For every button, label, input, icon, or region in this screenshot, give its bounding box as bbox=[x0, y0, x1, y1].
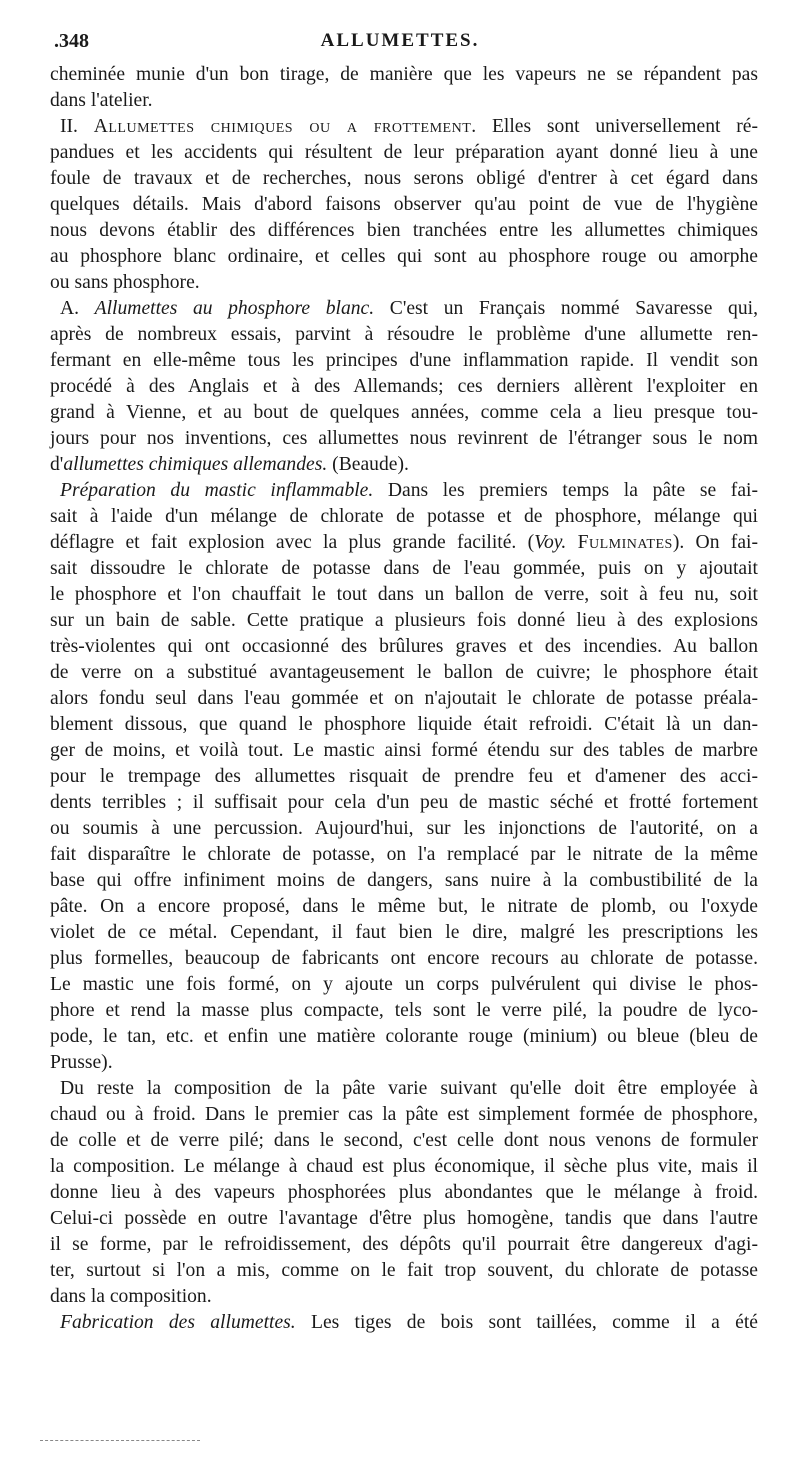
text-line: donne lieu à des vapeurs phosphorées plus abondantes que le mélange à froid. bbox=[50, 1182, 758, 1203]
text-line: Prusse). bbox=[50, 1052, 113, 1073]
text-line: dans l'atelier. bbox=[50, 90, 153, 111]
text-line: ou soumis à une percussion. Aujourd'hui, sur les injonctions de l'autorité, on a bbox=[50, 818, 758, 839]
text-line: phore et rend la masse plus compacte, tels sont le verre pilé, la poudre de lyco- bbox=[50, 1000, 758, 1021]
text-line bbox=[50, 296, 758, 322]
text-line: pour le trempage des allumettes risquait de prendre feu et d'amener des acci- bbox=[50, 766, 758, 787]
text-line: la composition. Le mélange à chaud est plus économique, il sèche plus vite, mais il bbox=[50, 1156, 758, 1177]
text-run: ). On fai- bbox=[672, 532, 758, 553]
text-line: cheminée munie d'un bon tirage, de manière que les vapeurs ne se répandent pas bbox=[50, 64, 758, 85]
text-line: pode, le tan, etc. et enfin une matière colorante rouge (minium) ou bleue (bleu de bbox=[50, 1026, 758, 1047]
page-header bbox=[50, 30, 750, 56]
running-head: ALLUMETTES. bbox=[320, 30, 480, 51]
text-run: déflagre et fait explosion avec la plus grande facilité. ( bbox=[50, 532, 535, 553]
footer-rule bbox=[40, 1440, 200, 1441]
text-run: Voy. bbox=[534, 532, 567, 553]
text-line: nous devons établir des différences bien tranchées entre les allumettes chimiques bbox=[50, 220, 758, 241]
text-line: procédé à des Anglais et à des Allemands; ces derniers allèrent l'exploiter en bbox=[50, 376, 758, 397]
text-line: Du reste la composition de la pâte varie suivant qu'elle doit être employée à bbox=[60, 1078, 758, 1099]
text-line bbox=[50, 114, 758, 140]
text-line: base qui offre infiniment moins de dangers, sans nuire à la combustibilité de la bbox=[50, 870, 758, 891]
text-line: au phosphore blanc ordinaire, et celles qui sont au phosphore rouge ou amorphe bbox=[50, 246, 758, 267]
text-line bbox=[50, 1310, 758, 1336]
text-run: Allumettes au phosphore blanc. bbox=[94, 298, 375, 319]
text-run bbox=[566, 532, 577, 553]
body-text bbox=[50, 62, 758, 1336]
text-line: il se forme, par le refroidissement, des dépôts qu'il pourrait être dangereux d'agi- bbox=[50, 1234, 758, 1255]
text-line: foule de travaux et de recherches, nous serons obligé d'entrer à cet égard dans bbox=[50, 168, 758, 189]
text-line: ger de moins, et voilà tout. Le mastic ainsi formé étendu sur des tables de marbre bbox=[50, 740, 758, 761]
text-line: chaud ou à froid. Dans le premier cas la pâte est simplement formée de phosphore, bbox=[50, 1104, 758, 1125]
text-line: dans la composition. bbox=[50, 1286, 212, 1307]
text-line: jours pour nos inventions, ces allumettes nous revinrent de l'étranger sous le nom bbox=[50, 428, 758, 449]
text-line: Le mastic une fois formé, on y ajoute un corps pulvérulent qui divise le phos- bbox=[50, 974, 758, 995]
text-run: d' bbox=[50, 454, 64, 475]
text-line: sur un bain de sable. Cette pratique a plusieurs fois donné lieu à des explosions bbox=[50, 610, 758, 631]
text-line: sait à l'aide d'un mélange de chlorate de potasse et de phosphore, mélange qui bbox=[50, 506, 758, 527]
text-line: quelques détails. Mais d'abord faisons observer qu'au point de vue de l'hygiène bbox=[50, 194, 758, 215]
text-line: plus formelles, beaucoup de fabricants ont encore recours au chlorate de potasse. bbox=[50, 948, 758, 969]
text-line: violet de ce métal. Cependant, il faut bien le dire, malgré les prescriptions les bbox=[50, 922, 758, 943]
text-line: le phosphore et l'on chauffait le tout dans un ballon de verre, soit à feu nu, soit bbox=[50, 584, 758, 605]
text-line: ou sans phosphore. bbox=[50, 272, 200, 293]
text-line: fait disparaître le chlorate de potasse, on l'a remplacé par le nitrate de la même bbox=[50, 844, 758, 865]
text-line: pandues et les accidents qui résultent de leur préparation ayant donné lieu à une bbox=[50, 142, 758, 163]
text-run: Les tiges de bois sont taillées, comme il a été bbox=[295, 1312, 758, 1333]
text-run: Fulminates bbox=[577, 532, 673, 553]
text-line: ter, surtout si l'on a mis, comme on le fait trop souvent, du chlorate de potasse bbox=[50, 1260, 758, 1281]
text-line bbox=[50, 452, 758, 478]
text-line bbox=[50, 478, 758, 504]
text-line: pâte. On a encore proposé, dans le même but, le nitrate de plomb, ou l'oxyde bbox=[50, 896, 758, 917]
text-run: (Beaude). bbox=[327, 454, 409, 475]
text-line: sait dissoudre le chlorate de potasse dans de l'eau gommée, puis on y ajoutait bbox=[50, 558, 758, 579]
text-line: dents terribles ; il suffisait pour cela d'un peu de mastic séché et frotté fortement bbox=[50, 792, 758, 813]
text-line: de colle et de verre pilé; dans le second, c'est celle dont nous venons de formuler bbox=[50, 1130, 758, 1151]
text-run: A. bbox=[60, 298, 95, 319]
text-run: . Elles sont universellement ré- bbox=[471, 116, 758, 137]
text-line: de verre on a substitué avantageusement le ballon de cuivre; le phosphore était bbox=[50, 662, 758, 683]
text-run: allumettes chimiques allemandes. bbox=[63, 454, 328, 475]
text-line: grand à Vienne, et au bout de quelques années, comme cela a lieu presque tou- bbox=[50, 402, 758, 423]
text-run: II. bbox=[60, 116, 94, 137]
text-line bbox=[50, 530, 758, 556]
text-line: très-violentes qui ont occasionné des brûlures graves et des incendies. Au ballon bbox=[50, 636, 758, 657]
text-run: Fabrication des allumettes. bbox=[60, 1312, 296, 1333]
text-run: Allumettes chimiques ou a frottement bbox=[93, 116, 472, 137]
text-run: Dans les premiers temps la pâte se fai- bbox=[373, 480, 758, 501]
text-line: Celui-ci possède en outre l'avantage d'être plus homogène, tandis que dans l'autre bbox=[50, 1208, 758, 1229]
text-run: Préparation du mastic inflammable. bbox=[60, 480, 374, 501]
text-line: blement dissous, que quand le phosphore liquide était refroidi. C'était là un dan- bbox=[50, 714, 758, 735]
page-number: .348 bbox=[54, 30, 89, 52]
text-line: fermant en elle-même tous les principes d'une inflammation rapide. Il vendit son bbox=[50, 350, 758, 371]
text-line: alors fondu seul dans l'eau gommée et on n'ajoutait le chlorate de potasse préala- bbox=[50, 688, 758, 709]
text-line: après de nombreux essais, parvint à résoudre le problème d'une allumette ren- bbox=[50, 324, 758, 345]
text-run: C'est un Français nommé Savaresse qui, bbox=[374, 298, 758, 319]
